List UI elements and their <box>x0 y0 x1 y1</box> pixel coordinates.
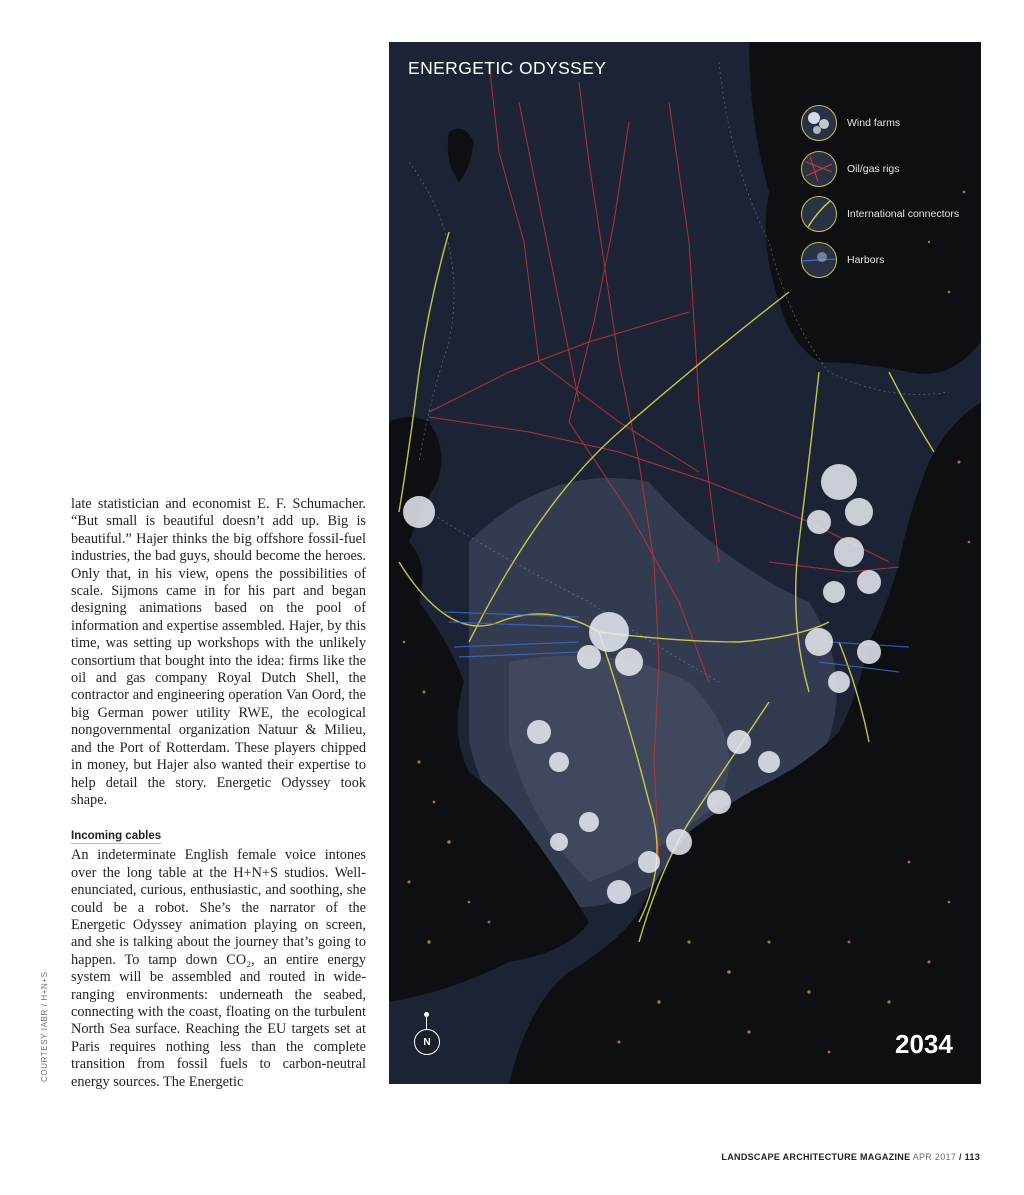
legend-label-harbors: Harbors <box>847 254 885 266</box>
legend-oil-gas-rigs <box>801 149 900 189</box>
compass-needle <box>426 1014 427 1029</box>
footer-separator: / <box>958 1152 962 1162</box>
article-paragraph-1: late statistician and economist E. F. Schumacher. “But small is beautiful doesn’t add up. Big is beautiful.” Hajer thinks the big offshore fossil-fuel industries, the bad guys, should become the heroes. Only that, in his view, opens the possibilities of scale. Sijmons came in for his part and began designing animations based on the pool of information and expertise assembled. Hajer, by this time, was setting up workshops with the unlikely consortium that bought into the idea: firms like the oil and gas company Royal Dutch Shell, the contractor and engineering operation Van Oord, the big German power utility RWE, the ecological nongovernmental organization Natuur & Milieu, and the Port of Rotterdam. These players chipped in money, but Hajer also wanted their expertise to help detail the story. Energetic Odyssey took shape. <box>71 496 366 808</box>
footer-magazine: LANDSCAPE ARCHITECTURE MAGAZINE <box>721 1152 911 1162</box>
wind-farm-swatch-icon <box>801 105 837 141</box>
legend-label-oil-gas-rigs: Oil/gas rigs <box>847 163 900 175</box>
legend-international-connectors <box>801 194 959 234</box>
footer-page-number: 113 <box>964 1152 980 1162</box>
page-footer <box>721 1152 980 1162</box>
rig-swatch-icon <box>801 151 837 187</box>
energetic-odyssey-map-figure <box>389 42 981 1084</box>
legend-wind-farms <box>801 103 900 143</box>
harbor-swatch-icon <box>801 242 837 278</box>
article-paragraph-2: An indeterminate English female voice intones over the long table at the H+N+S studios. Well-enunciated, curious, enthusiastic, and soothing, she could be a robot. She’s the narrator of the Energetic Odyssey animation playing on screen, and she is talking about the journey that’s going to happen. To tamp down CO₂, an entire energy system will be assembled and routed in wide-ranging environments: underneath the seabed, connecting with the coast, floating on the turbulent North Sea surface. Reaching the EU targets set at Paris requires nothing less than the complete transition from fossil fuels to carbon-neutral energy sources. The Energetic <box>71 847 366 1090</box>
article-column <box>71 496 366 1091</box>
legend-label-international-connectors: International connectors <box>847 208 960 220</box>
footer-issue: APR 2017 <box>912 1152 957 1162</box>
photo-credit: COURTESY IABR / H+N+S <box>40 971 49 1082</box>
connector-swatch-icon <box>801 196 837 232</box>
section-subhead: Incoming cables <box>71 830 162 843</box>
north-arrow-icon <box>414 1029 440 1055</box>
legend-harbors <box>801 240 884 280</box>
north-label: N <box>423 1036 431 1048</box>
figure-title: ENERGETIC ODYSSEY <box>408 58 607 78</box>
map-year: 2034 <box>895 1029 953 1059</box>
legend-label-wind-farms: Wind farms <box>847 117 901 129</box>
